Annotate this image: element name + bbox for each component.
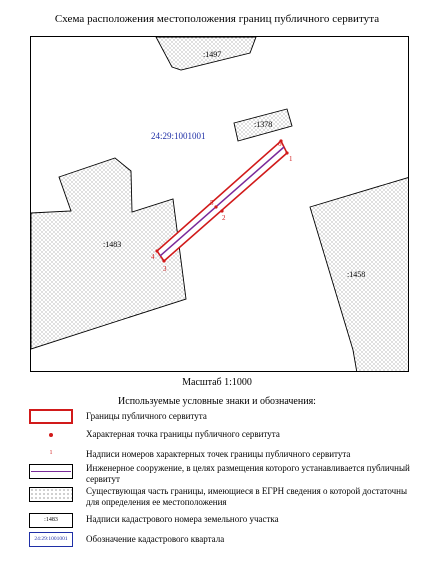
parcel-label-1497: :1497 xyxy=(203,50,222,59)
point-label-6: 6 xyxy=(278,140,282,148)
point-label-1: 1 xyxy=(289,155,293,163)
point-3[interactable] xyxy=(162,259,165,262)
legend-text: Надписи кадастрового номера земельного участка xyxy=(86,514,279,524)
point-4[interactable] xyxy=(155,249,158,252)
legend-text: Границы публичного сервитута xyxy=(86,411,207,421)
legend-text: Обозначение кадастрового квартала xyxy=(86,534,225,544)
cadastral-number-sample: :1483 xyxy=(29,513,73,528)
point-dot-icon xyxy=(29,427,73,442)
legend-text: Характерная точка границы публичного сервитута xyxy=(86,429,280,439)
point-label-4: 4 xyxy=(151,253,155,261)
legend-text: Надписи номеров характерных точек границы публичного сервитута xyxy=(86,449,351,459)
scale-label: Масштаб 1:1000 xyxy=(182,377,252,388)
engineering-line-icon xyxy=(31,471,71,472)
point-label-2: 2 xyxy=(222,214,226,222)
parcel-label-1458: :1458 xyxy=(347,270,366,279)
parcel-label-1378: :1378 xyxy=(254,120,273,129)
engineering-line-swatch xyxy=(29,464,73,479)
legend-heading: Используемые условные знаки и обозначения: xyxy=(118,396,316,407)
point-number-sample: 1 xyxy=(49,450,53,456)
point-label-3: 3 xyxy=(163,265,167,273)
parcel-label-1483: :1483 xyxy=(103,240,122,249)
point-2[interactable] xyxy=(220,209,223,212)
map-view[interactable] xyxy=(30,36,409,372)
point-number-swatch xyxy=(29,446,73,461)
point-swatch xyxy=(29,427,73,442)
legend-text: Существующая часть границы, имеющиеся в ЕГРН сведения о которой достаточны для определения ее местоположения xyxy=(86,486,408,507)
engineering-line xyxy=(160,147,284,256)
servitude-border-swatch xyxy=(29,409,73,424)
legend-text: Инженерное сооружение, в целях размещения которого устанавливается публичный сервитут xyxy=(86,463,410,484)
page-title: Схема расположения местоположения границ публичного сервитута xyxy=(54,13,380,25)
map-canvas xyxy=(31,37,409,372)
quarter-label: 24:29:1001001 xyxy=(151,131,206,141)
point-5[interactable] xyxy=(214,205,217,208)
quarter-sample: 24:29:1001001 xyxy=(29,532,73,547)
existing-boundary-swatch xyxy=(29,487,73,502)
point-label-5: 5 xyxy=(210,199,214,207)
